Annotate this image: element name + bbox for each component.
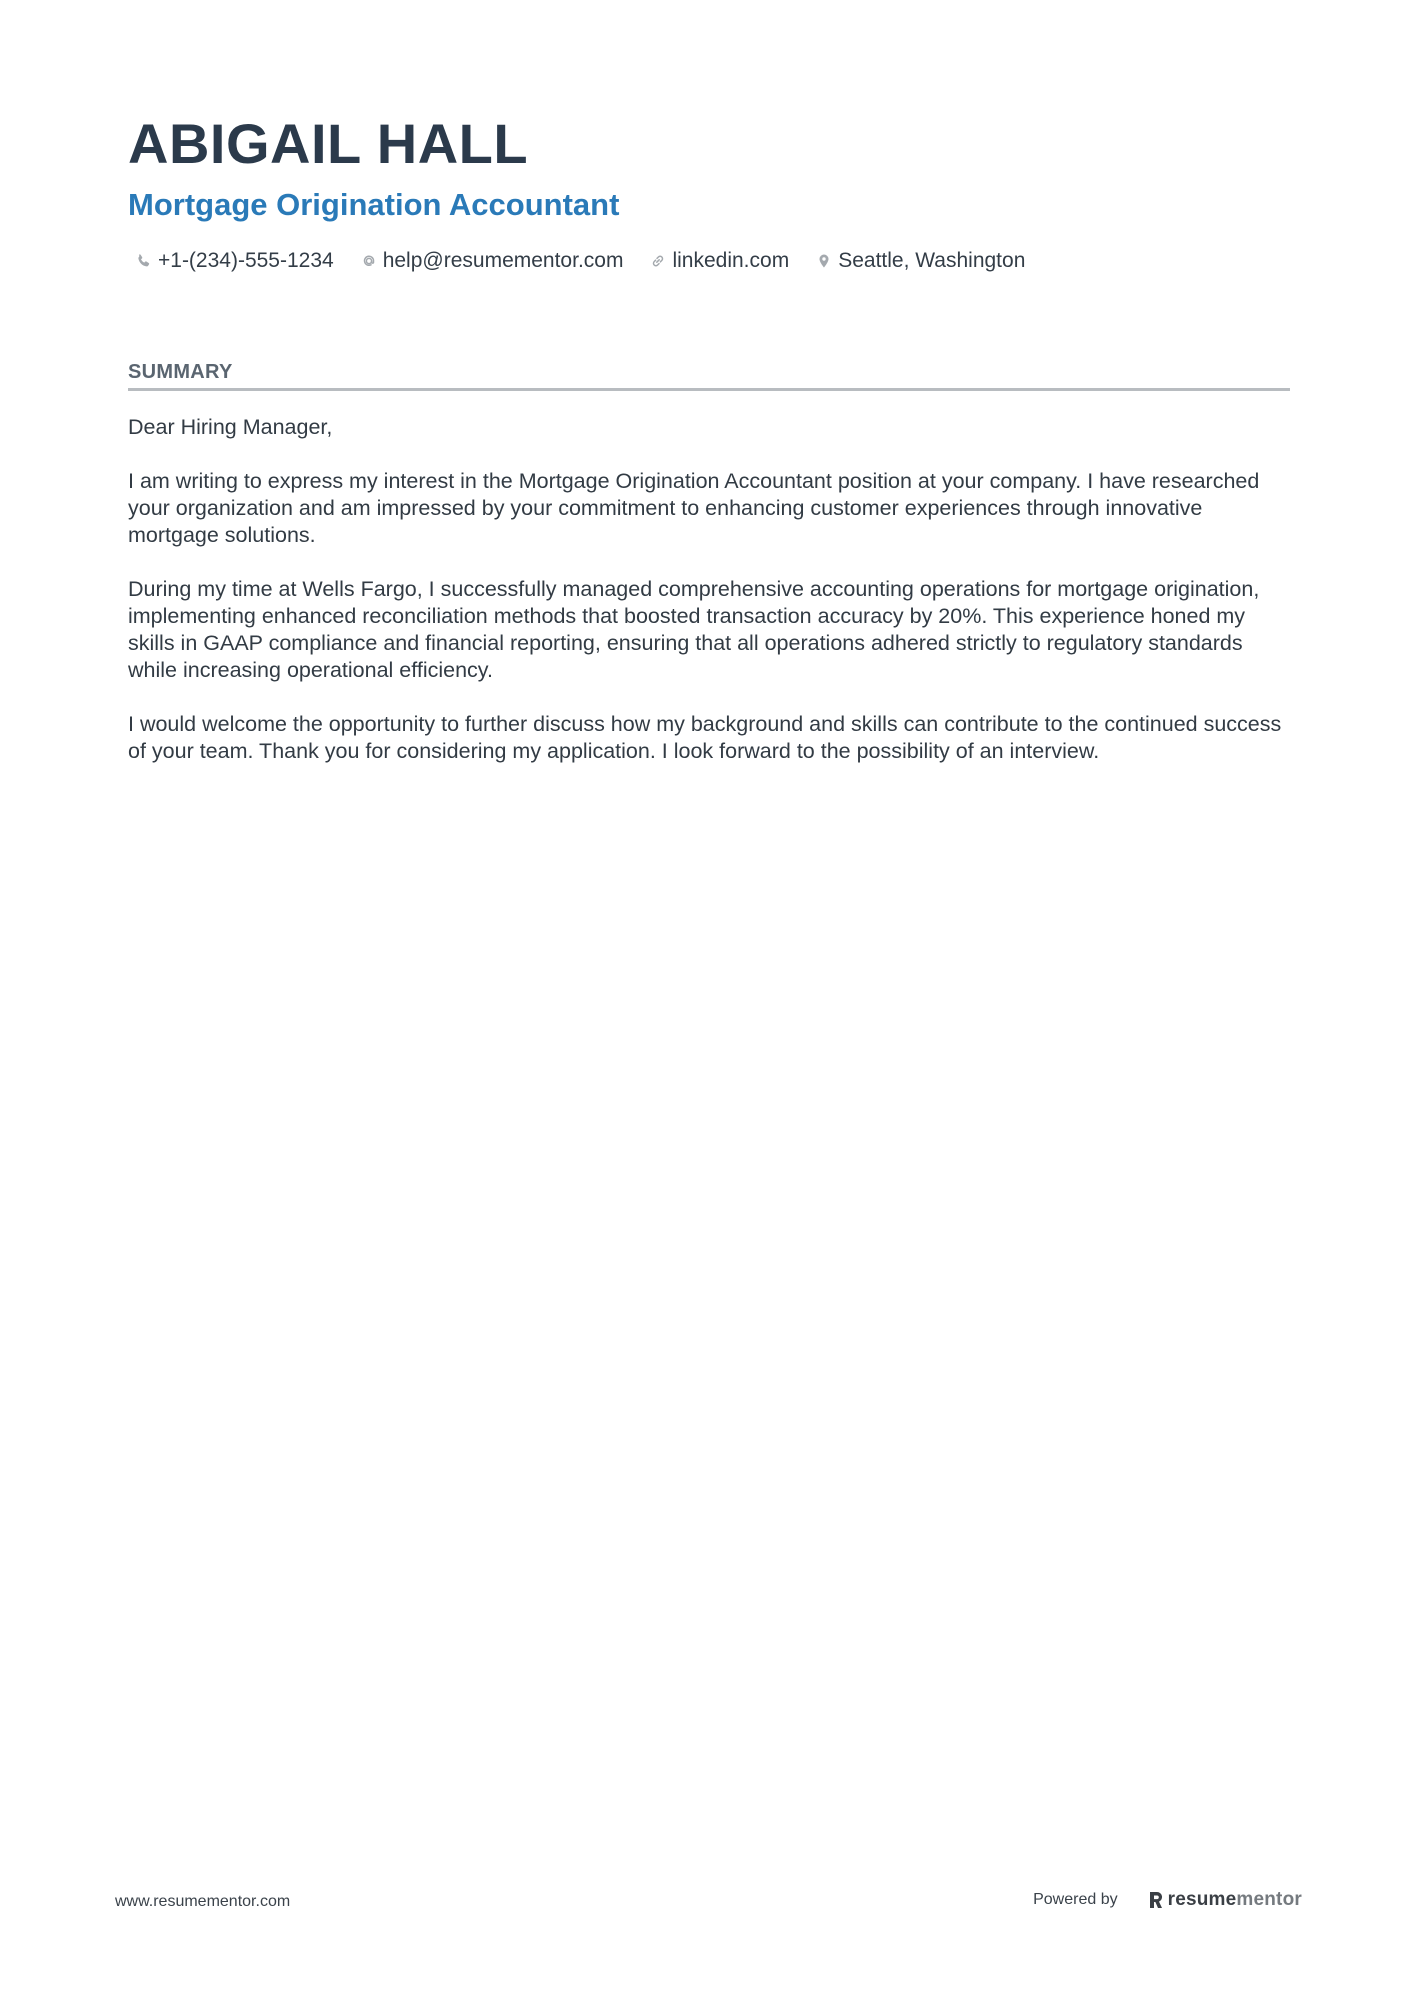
contact-location-text: Seattle, Washington	[838, 249, 1026, 272]
letter-paragraph-3: I would welcome the opportunity to further discuss how my background and skills can contribute to the continued success of your team. Thank you for considering my application. I look forward to the possibility of an interview.	[128, 712, 1282, 763]
contact-email[interactable]	[361, 246, 624, 276]
contact-phone-text: +1-(234)-555-1234	[158, 249, 334, 272]
letter-greeting: Dear Hiring Manager,	[128, 415, 333, 439]
brand-name-light: mentor	[1236, 1889, 1302, 1910]
candidate-name: ABIGAIL HALL	[128, 112, 529, 175]
at-icon	[361, 253, 377, 269]
contact-phone[interactable]	[136, 246, 334, 276]
letter-paragraph-2: During my time at Wells Fargo, I successfully managed comprehensive accounting operations for mortgage origination, implementing enhanced reconciliation methods that boosted transaction accuracy by 20%. This experience honed my skills in GAAP compliance and financial reporting, ensuring that all operations adhered strictly to regulatory standards while increasing operational efficiency.	[128, 577, 1260, 682]
brand-logo[interactable]	[1148, 1889, 1302, 1911]
powered-by-label: Powered by	[1033, 1891, 1118, 1908]
brand-name-bold: resume	[1167, 1889, 1237, 1910]
contact-linkedin[interactable]	[650, 246, 789, 276]
contact-linkedin-text: linkedin.com	[672, 249, 790, 272]
location-pin-icon	[816, 253, 832, 269]
brand-mark-icon	[1148, 1890, 1164, 1910]
contact-email-text: help@resumementor.com	[382, 249, 624, 272]
summary-heading: SUMMARY	[128, 359, 1290, 391]
phone-icon	[136, 253, 152, 269]
contact-bar	[136, 246, 1052, 276]
letter-paragraph-1: I am writing to express my interest in the Mortgage Origination Accountant position at your company. I have researched your organization and am impressed by your commitment to enhancing customer experiences through innovative mortgage solutions.	[128, 469, 1260, 547]
cover-letter-body	[128, 414, 1290, 792]
job-title: Mortgage Origination Accountant	[128, 187, 620, 222]
footer-branding	[1033, 1889, 1302, 1911]
footer-website-link[interactable]: www.resumementor.com	[115, 1893, 291, 1910]
link-icon	[650, 253, 666, 269]
contact-location	[816, 246, 1025, 276]
